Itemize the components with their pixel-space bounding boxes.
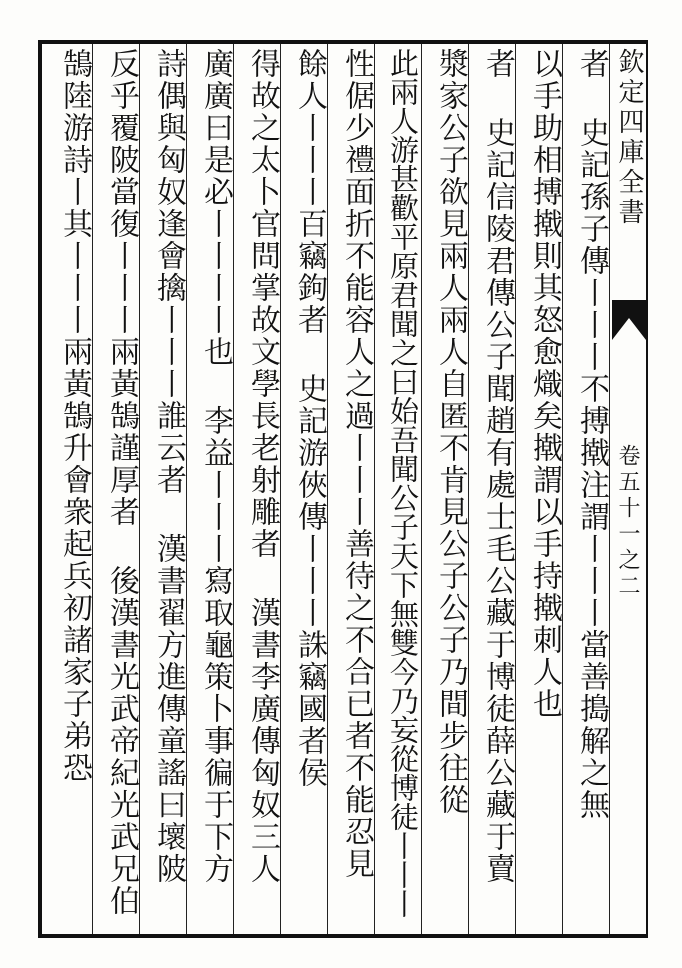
text-column-10: 詩偶與匈奴逢會擒丨丨丨誰云者 漢書翟方進傳童謠曰壞陂 [151,48,186,885]
column-rule [233,44,234,934]
text-column-9: 廣廣曰是必丨丨丨丨也 李益丨丨丨寫取龜策卜事徧于下方 [198,48,233,885]
text-column-12: 鵠陸游詩丨其丨丨丨兩黃鵠升會衆起兵初諸家子弟恐 [57,48,92,784]
text-column-6: 性倨少禮面折不能容人之過丨丨丨善待之不合已者不能忍見 [339,48,374,880]
column-rule [186,44,187,934]
text-column-5: 此兩人游甚歡平原君聞之曰始吾聞公子天下無雙今乃妄從博徒丨丨丨 [386,48,420,918]
fish-tail-mark-icon [612,300,646,340]
column-rule [468,44,469,934]
column-rule [421,44,422,934]
column-rule [374,44,375,934]
text-column-8: 得故之太卜官問掌故文學長老射雕者 漢書李廣傳匈奴三人 [245,48,280,885]
spine-volume: 卷五十一之二 [615,444,640,600]
column-rule [327,44,328,934]
spine-title: 欽定四庫全書 [614,48,644,228]
column-rule [562,44,563,934]
column-rule [280,44,281,934]
column-rule [609,44,610,934]
book-spine [612,44,646,934]
text-column-4: 漿家公子欲見兩人兩人自匿不肯見公子公子乃間步往從 [433,48,468,816]
frame-right-border [646,40,648,938]
text-column-1: 者 史記孫子傳丨丨丨不搏撠注謂丨丨丨當善搗解之無 [574,48,609,821]
text-column-7: 餘人丨丨丨百竊鉤者 史記游俠傳丨丨丨誅竊國者侯 [292,48,327,789]
text-column-3: 者 史記信陵君傳公子聞趙有處士毛公藏于博徒薛公藏于賣 [480,48,515,885]
column-rule [139,44,140,934]
text-column-11: 反乎覆陂當復丨丨丨兩黃鵠謹厚者 後漢書光武帝紀光武兄伯 [104,48,139,917]
column-rule [515,44,516,934]
column-rule [92,44,93,934]
text-column-2: 以手助相搏撠則其怒愈熾矣撠謂以手持撠刺人也 [527,48,562,720]
